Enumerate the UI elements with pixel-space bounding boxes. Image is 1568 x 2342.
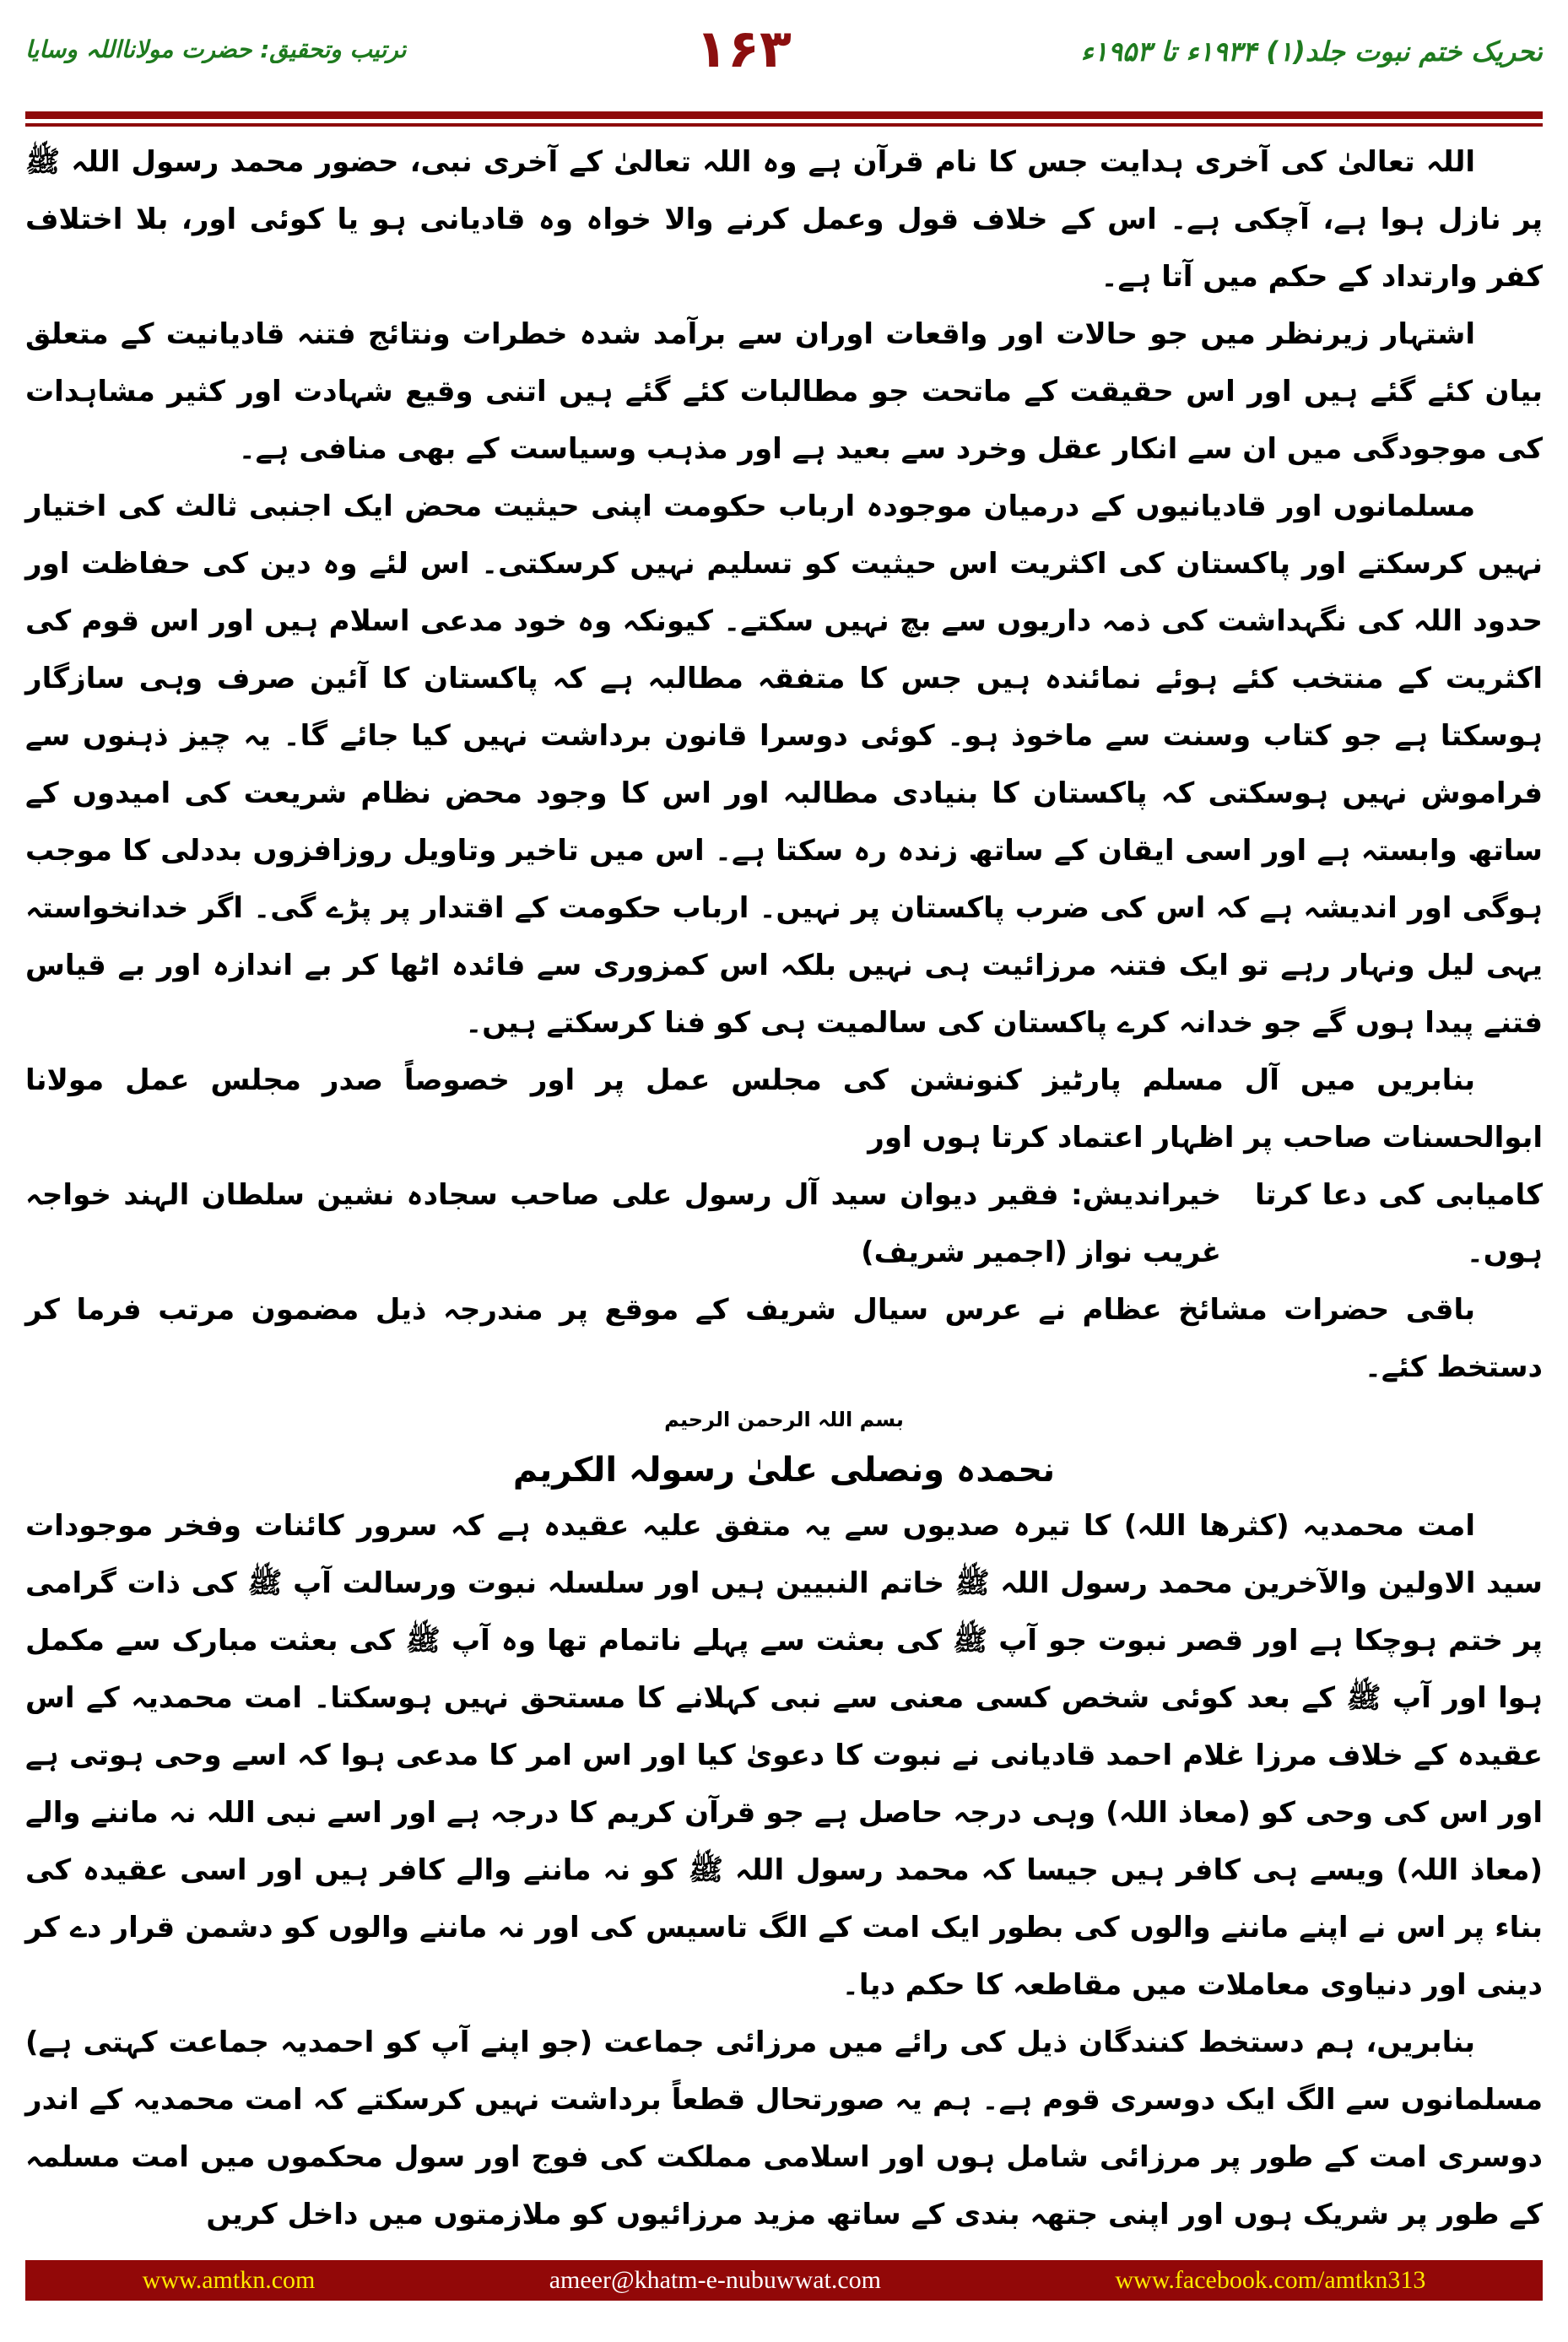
compiler-credit: ترتیب وتحقیق: حضرت مولانااللہ وسایا (25, 35, 407, 63)
paragraph-7: بنابریں، ہم دستخط کنندگان ذیل کی رائے میں مرزائی جماعت (جو اپنے آپ کو احمدیہ جماعت کہتی ہے) مسلمانوں سے الگ ایک دوسری قوم ہے۔ ہم یہ صورتحال قطعاً برداشت نہیں کرسکتے کہ امت محمدیہ کے اندر دوسری امت کے طور پر مرزائی شامل ہوں اور اسلامی مملکت کی فوج اور سول محکموں میں امت مسلمہ کے طور پر شریک ہوں اور اپنی جتھہ بندی کے ساتھ مزید مرزائیوں کو ملازمتوں میں داخل کریں (25, 2026, 1543, 2231)
footer-email-link[interactable]: ameer@khatm-e-nubuwwat.com (549, 2266, 882, 2294)
paragraph-4-end: کامیابی کی دعا کرتا ہوں۔ (1255, 1178, 1543, 1269)
paragraph-2: اشتہار زیرنظر میں جو حالات اور واقعات اوران سے برآمد شدہ خطرات ونتائج فتنہ قادیانیت کے متعلق بیان کئے گئے ہیں اور اس حقیقت کے ماتحت جو مطالبات کئے گئے ہیں اتنی وقیع شہادت اور کثیر مشاہدات کی موجودگی میں ان سے انکار عقل وخرد سے بعید ہے اور مذہب وسیاست کے بھی منافی ہے۔ (25, 317, 1543, 466)
footer-facebook-link[interactable]: www.facebook.com/amtkn313 (1115, 2266, 1426, 2294)
section-heading: نحمدہ ونصلی علیٰ رسولہ الکریم (512, 1451, 1056, 1490)
paragraph-6: امت محمدیہ (کثرھا اللہ) کا تیرہ صدیوں سے یہ متفق علیہ عقیدہ ہے کہ سرور کائنات وفخر موجودات سید الاولین والآخرین محمد رسول اللہ ﷺ خاتم النبیین ہیں اور سلسلہ نبوت ورسالت آپ ﷺ کی ذات گرامی پر ختم ہوچکا ہے اور قصر نبوت جو آپ ﷺ کی بعثت سے پہلے ناتمام تھا وہ آپ ﷺ کی بعثت مبارک سے مکمل ہوا اور آپ ﷺ کے بعد کوئی شخص کسی معنی سے نبی کہلانے کا مستحق نہیں ہوسکتا۔ امت محمدیہ کے اس عقیدہ کے خلاف مرزا غلام احمد قادیانی نے نبوت کا دعویٰ کیا اور اس امر کا مدعی ہوا کہ اسے وحی ہوتی ہے اور اس کی وحی کو (معاذ اللہ) وہی درجہ حاصل ہے جو قرآن کریم کا درجہ ہے اور اسے نبی اللہ نہ ماننے والے (معاذ اللہ) ویسے ہی کافر ہیں جیسا کہ محمد رسول اللہ ﷺ کو نہ ماننے والے کافر ہیں اور اسی عقیدہ کی بناء پر اس نے اپنے ماننے والوں کی بطور ایک امت کے الگ تاسیس کی اور نہ ماننے والوں کو دشمن قرار دے کر دینی اور دنیاوی معاملات میں مقاطعہ کا حکم دیا۔ (25, 1509, 1543, 2002)
bismillah: بسم اللہ الرحمن الرحیم (664, 1408, 904, 1431)
footer-website-link[interactable]: www.amtkn.com (142, 2266, 316, 2294)
paragraph-1: اللہ تعالیٰ کی آخری ہدایت جس کا نام قرآن ہے وہ اللہ تعالیٰ کے آخری نبی، حضور محمد رسول اللہ ﷺ پر نازل ہوا ہے، آچکی ہے۔ اس کے خلاف قول وعمل کرنے والا خواہ وہ قادیانی ہو یا کوئی اور، بلا اختلاف کفر وارتداد کے حکم میں آتا ہے۔ (25, 145, 1543, 294)
header-rule-thin (25, 123, 1543, 127)
book-title: تحریک ختم نبوت جلد(۱) ۱۹۳۴ء تا ۱۹۵۳ء (1080, 35, 1543, 68)
paragraph-4: بنابریں میں آل مسلم پارٹیز کنونشن کی مجلس عمل پر اور خصوصاً صدر مجلس عمل مولانا ابوالحسنات صاحب پر اظہار اعتماد کرتا ہوں اور (25, 1063, 1543, 1155)
page-number: ۱۶۳ (695, 18, 792, 79)
page-footer (25, 2260, 1543, 2301)
paragraph-3: مسلمانوں اور قادیانیوں کے درمیان موجودہ ارباب حکومت اپنی حیثیت محض ایک اجنبی ثالث کی اختیار نہیں کرسکتے اور پاکستان کی اکثریت اس حیثیت کو تسلیم نہیں کرسکتی۔ اس لئے وہ دین کی حفاظت اور حدود اللہ کی نگہداشت کی ذمہ داریوں سے بچ نہیں سکتے۔ کیونکہ وہ خود مدعی اسلام ہیں اور اس قوم کی اکثریت کے منتخب کئے ہوئے نمائندہ ہیں جس کا متفقہ مطالبہ ہے کہ پاکستان کا آئین صرف وہی سازگار ہوسکتا ہے جو کتاب وسنت سے ماخوذ ہو۔ کوئی دوسرا قانون برداشت نہیں کیا جائے گا۔ یہ چیز ذہنوں سے فراموش نہیں ہوسکتی کہ پاکستان کا بنیادی مطالبہ اور اس کا وجود محض نظام شریعت کی امیدوں کے ساتھ وابستہ ہے اور اسی ایقان کے ساتھ زندہ رہ سکتا ہے۔ اس میں تاخیر وتاویل روزافزوں بددلی کا موجب ہوگی اور اندیشہ ہے کہ اس کی ضرب پاکستان پر نہیں۔ ارباب حکومت کے اقتدار پر پڑے گی۔ اگر خدانخواستہ یہی لیل ونہار رہے تو ایک فتنہ مرزائیت ہی نہیں بلکہ اس کمزوری سے فائدہ اٹھا کر بے اندازہ اور بے قیاس فتنے پیدا ہوں گے جو خدانہ کرے پاکستان کی سالمیت ہی کو فنا کرسکتے ہیں۔ (25, 489, 1543, 1040)
paragraph-5: باقی حضرات مشائخ عظام نے عرس سیال شریف کے موقع پر مندرجہ ذیل مضمون مرتب فرما کر دستخط کئے۔ (25, 1293, 1543, 1384)
document-body (25, 133, 1543, 2243)
header-rule-thick (25, 111, 1543, 119)
signature: خیراندیش: فقیر دیوان سید آل رسول علی صاحب سجادہ نشین سلطان الہند خواجہ غریب نواز (اجمیر شریف) (25, 1178, 1221, 1269)
signature-line (25, 1166, 1543, 1281)
page-header (25, 0, 1543, 108)
